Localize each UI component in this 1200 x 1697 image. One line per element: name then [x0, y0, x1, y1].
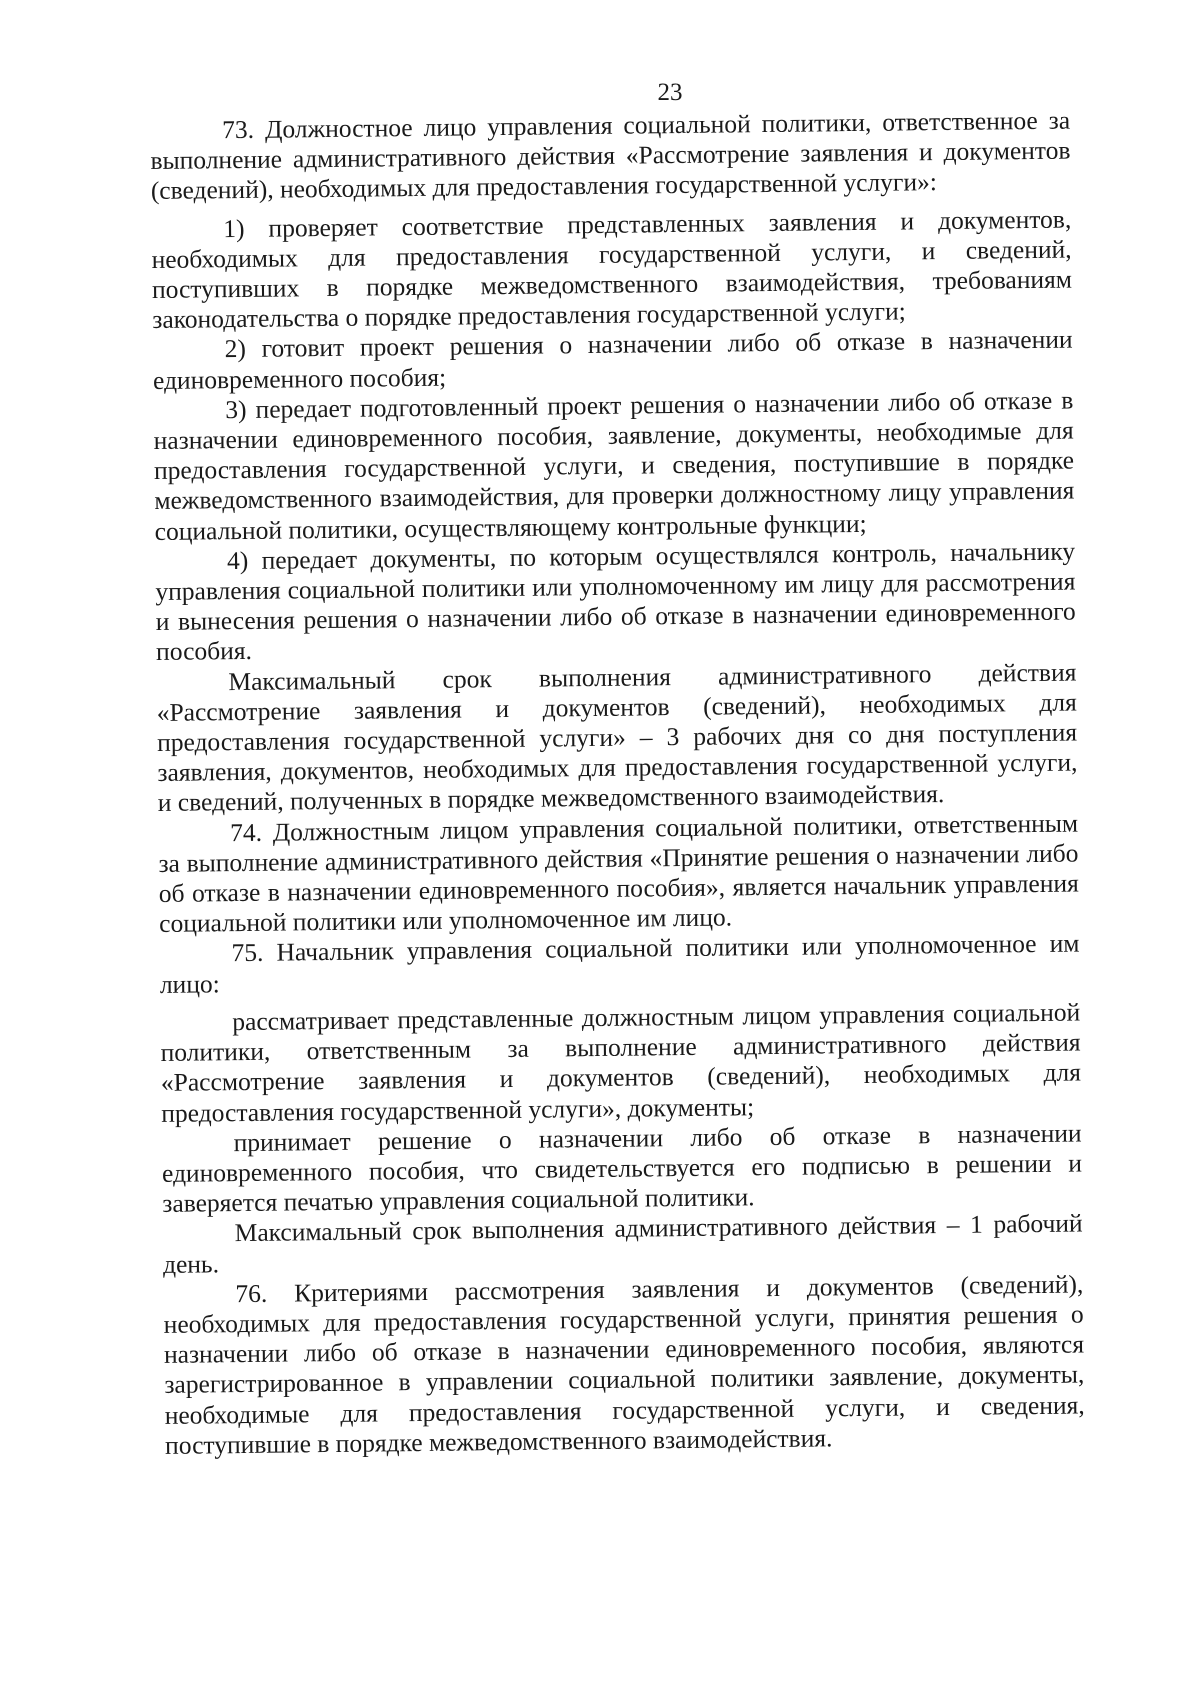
document-body [150, 106, 1085, 1461]
paragraph-75-decision: принимает решение о назначении либо об отказе в назначении единовременного пособия, что свидетельствуется его подписью в решении и заверяется печатью управления социальной политики. [161, 1118, 1083, 1219]
paragraph-75: 75. Начальник управления социальной политики или уполномоченное им лицо: [159, 928, 1080, 999]
page-number: 23 [657, 79, 683, 106]
paragraph-76: 76. Критериями рассмотрения заявления и документов (сведений), необходимых для предоставления государственной услуги, принятия решения о назначении либо об отказе в назначении единовременного пособия, являются зарегистрированное в управлении социальной политики заявление, документы, необходимые для предоставления государственной услуги, и сведения, поступившие в порядке межведомственного взаимодействия. [163, 1269, 1085, 1460]
list-item-3: 3) передает подготовленный проект решения о назначении либо об отказе в назначении единовременного пособия, заявление, документы, необходимые для предоставления государственной услуги, и сведения, поступившие в порядке межведомственного взаимодействия, для проверки должностному лицу управления социальной политики, осуществляющему контрольные функции; [153, 385, 1075, 546]
paragraph-73: 73. Должностное лицо управления социальной политики, ответственное за выполнение административного действия «Рассмотрение заявления и документов (сведений), необходимых для предоставления государственной услуги»: [150, 105, 1071, 206]
list-item-4: 4) передает документы, по которым осуществлялся контроль, начальнику управления социальной политики или уполномоченному им лицу для рассмотрения и вынесения решения о назначении либо об отказе в назначении единовременного пособия. [155, 536, 1076, 667]
list-item-2: 2) готовит проект решения о назначении либо об отказе в назначении единовременного пособия; [152, 324, 1073, 395]
list-item-1: 1) проверяет соответствие представленных заявления и документов, необходимых для предоставления государственной услуги, и сведений, поступивших в порядке межведомственного взаимодействия, требованиям законодательства о порядке предоставления государственной услуги; [151, 204, 1073, 335]
paragraph-max-term-1: Максимальный срок выполнения административного действия «Рассмотрение заявления и документов (сведений), необходимых для предоставления государственной услуги» – 3 рабочих дня со дня поступления заявления, документов, необходимых для предоставления государственной услуги, и сведений, полученных в порядке межведомственного взаимодействия. [156, 657, 1078, 818]
paragraph-75-review: рассматривает представленные должностным лицом управления социальной политики, ответственным за выполнение административного действия «Рассмотрение заявления и документов (сведений), необходимых для предоставления государственной услуги», документы; [160, 997, 1082, 1128]
paragraph-74: 74. Должностным лицом управления социальной политики, ответственным за выполнение административного действия «Принятие решения о назначении либо об отказе в назначении единовременного пособия», является начальник управления социальной политики или уполномоченное им лицо. [158, 808, 1079, 939]
paragraph-max-term-2: Максимальный срок выполнения административного действия – 1 рабочий день. [162, 1208, 1083, 1279]
